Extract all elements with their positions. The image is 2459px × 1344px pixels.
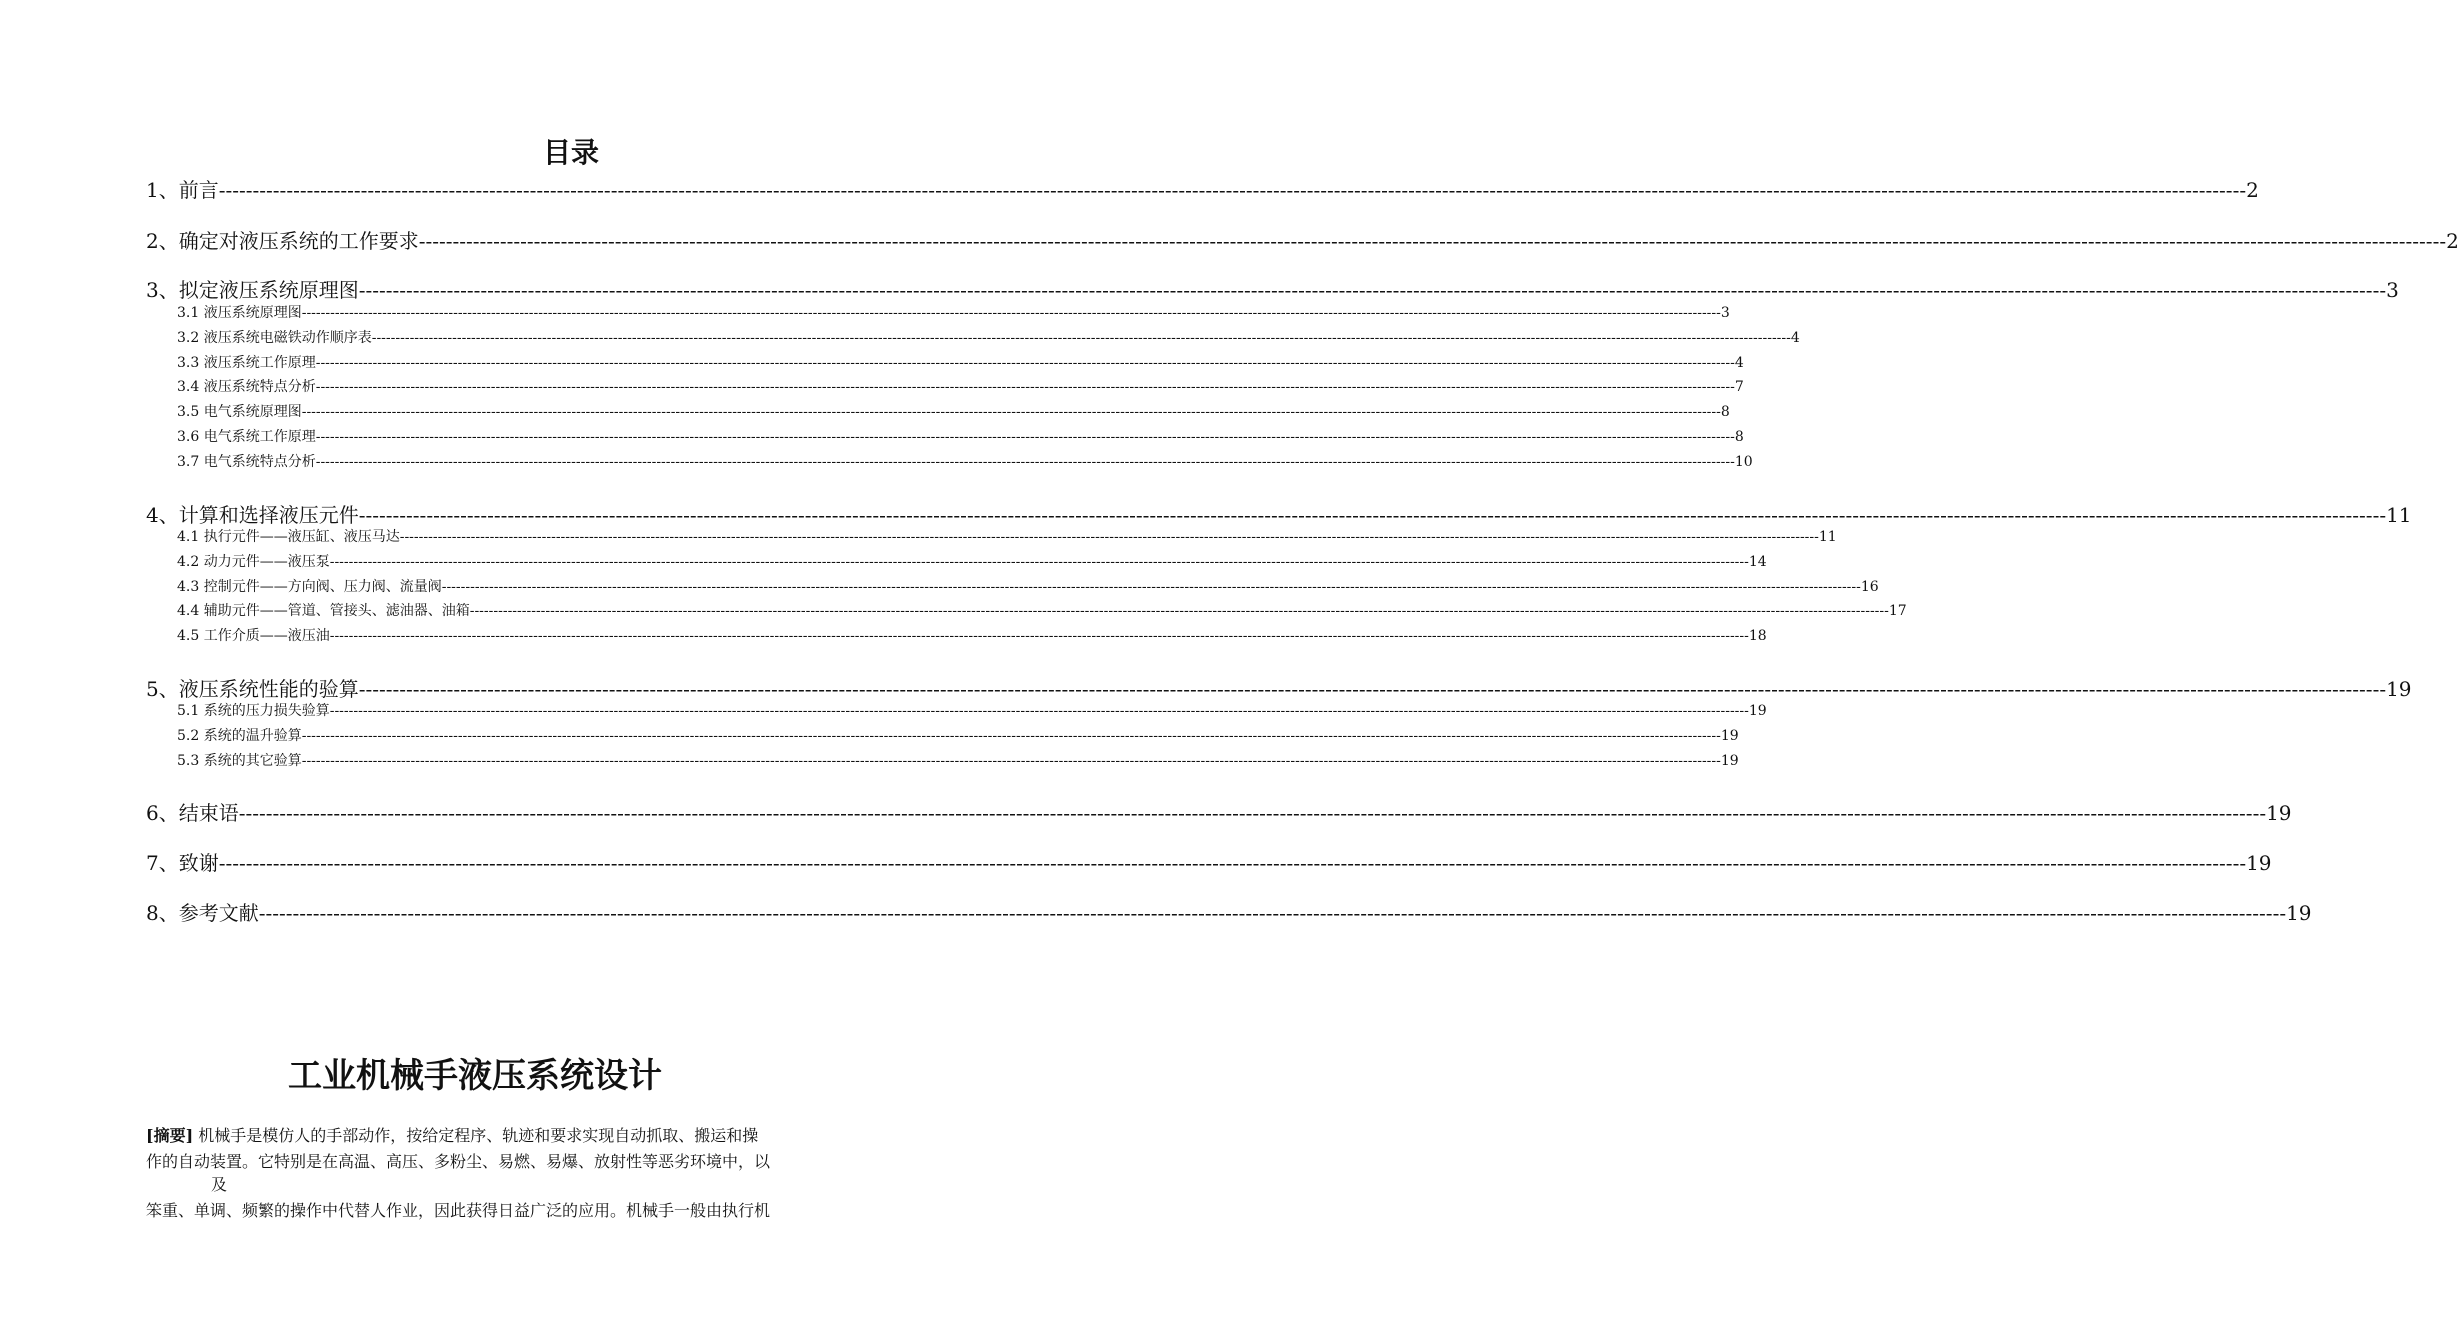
toc-entry-page: 4 <box>1790 330 1800 346</box>
dot-leader: ------------------------------------------------------------------------------------------------------------------------------------------------------------------------------------------------------------------------------------------------------------------------------------------------------------ <box>238 801 2267 825</box>
dot-leader: ------------------------------------------------------------------------------------------------------------------------------------------------------------------------------------------------------------------------------------------------------------------------------------------------------------ <box>329 703 1749 719</box>
toc-entry-label: 1、前言 <box>146 178 219 202</box>
dot-leader: ------------------------------------------------------------------------------------------------------------------------------------------------------------------------------------------------------------------------------------------------------------------------------------------------------------ <box>315 379 1735 395</box>
toc-entry-label: 4.3 控制元件——方向阀、压力阀、流量阀 <box>177 579 442 595</box>
toc-entry-label: 4、计算和选择液压元件 <box>146 503 359 527</box>
toc-sub-entry-3-5[interactable] <box>177 401 1730 421</box>
abstract-line-1 <box>146 1123 758 1146</box>
toc-sub-entry-3-7[interactable] <box>177 451 1753 471</box>
toc-sub-entry-4-3[interactable] <box>177 576 1879 596</box>
dot-leader: ------------------------------------------------------------------------------------------------------------------------------------------------------------------------------------------------------------------------------------------------------------------------------------------------------------ <box>301 753 1721 769</box>
toc-entry-label: 3.5 电气系统原理图 <box>177 404 302 420</box>
toc-entry-page: 7 <box>1734 379 1744 395</box>
toc-entry-label: 7、致谢 <box>146 851 219 875</box>
dot-leader: ------------------------------------------------------------------------------------------------------------------------------------------------------------------------------------------------------------------------------------------------------------------------------------------------------------ <box>315 454 1735 470</box>
toc-entry-label: 8、参考文献 <box>146 901 259 925</box>
toc-sub-entry-3-4[interactable] <box>177 376 1744 396</box>
toc-entry-page: 2 <box>2246 178 2259 202</box>
toc-entry-label: 5、液压系统性能的验算 <box>146 677 359 701</box>
dot-leader: ------------------------------------------------------------------------------------------------------------------------------------------------------------------------------------------------------------------------------------------------------------------------------------------------------------ <box>418 229 2447 253</box>
toc-entry-page: 19 <box>2246 851 2272 875</box>
toc-sub-entry-4-5[interactable] <box>177 625 1767 645</box>
toc-entry-5[interactable] <box>146 673 2412 701</box>
toc-entry-label: 4.2 动力元件——液压泵 <box>177 554 330 570</box>
dot-leader: ------------------------------------------------------------------------------------------------------------------------------------------------------------------------------------------------------------------------------------------------------------------------------------------------------------ <box>301 305 1721 321</box>
toc-entry-page: 18 <box>1748 628 1767 644</box>
toc-entry-label: 5.3 系统的其它验算 <box>177 753 302 769</box>
toc-entry-3[interactable] <box>146 274 2399 302</box>
toc-title: 目录 <box>542 136 599 169</box>
toc-entry-page: 2 <box>2446 229 2459 253</box>
toc-sub-entry-5-2[interactable] <box>177 725 1739 745</box>
toc-entry-page: 11 <box>2386 503 2412 527</box>
toc-entry-label: 4.5 工作介质——液压油 <box>177 628 330 644</box>
dot-leader: ------------------------------------------------------------------------------------------------------------------------------------------------------------------------------------------------------------------------------------------------------------------------------------------------------------ <box>218 851 2247 875</box>
toc-entry-page: 19 <box>1720 728 1739 744</box>
toc-sub-entry-3-2[interactable] <box>177 327 1800 347</box>
toc-entry-page: 19 <box>1748 703 1767 719</box>
toc-sub-entry-3-1[interactable] <box>177 302 1730 322</box>
toc-entry-page: 17 <box>1888 603 1907 619</box>
toc-entry-page: 3 <box>2386 278 2399 302</box>
toc-entry-page: 19 <box>1720 753 1739 769</box>
toc-entry-page: 16 <box>1860 579 1879 595</box>
toc-entry-label: 3、拟定液压系统原理图 <box>146 278 359 302</box>
toc-entry-label: 3.2 液压系统电磁铁动作顺序表 <box>177 330 372 346</box>
toc-entry-4[interactable] <box>146 499 2412 527</box>
toc-sub-entry-5-1[interactable] <box>177 700 1767 720</box>
toc-entry-label: 6、结束语 <box>146 801 239 825</box>
dot-leader: ------------------------------------------------------------------------------------------------------------------------------------------------------------------------------------------------------------------------------------------------------------------------------------------------------------ <box>358 503 2387 527</box>
dot-leader: ------------------------------------------------------------------------------------------------------------------------------------------------------------------------------------------------------------------------------------------------------------------------------------------------------------ <box>258 901 2287 925</box>
toc-entry-label: 3.4 液压系统特点分析 <box>177 379 316 395</box>
toc-entry-7[interactable] <box>146 847 2272 875</box>
toc-sub-entry-4-2[interactable] <box>177 551 1767 571</box>
toc-sub-entry-3-6[interactable] <box>177 426 1744 446</box>
dot-leader: ------------------------------------------------------------------------------------------------------------------------------------------------------------------------------------------------------------------------------------------------------------------------------------------------------------ <box>441 579 1861 595</box>
toc-sub-entry-5-3[interactable] <box>177 750 1739 770</box>
toc-entry-label: 4.1 执行元件——液压缸、液压马达 <box>177 529 400 545</box>
toc-entry-label: 3.3 液压系统工作原理 <box>177 355 316 371</box>
toc-entry-1[interactable] <box>146 174 2259 202</box>
abstract-text: 机械手是模仿人的手部动作，按给定程序、轨迹和要求实现自动抓取、搬运和操 <box>193 1126 759 1145</box>
dot-leader: ------------------------------------------------------------------------------------------------------------------------------------------------------------------------------------------------------------------------------------------------------------------------------------------------------------ <box>218 178 2247 202</box>
dot-leader: ------------------------------------------------------------------------------------------------------------------------------------------------------------------------------------------------------------------------------------------------------------------------------------------------------------ <box>371 330 1791 346</box>
toc-sub-entry-3-3[interactable] <box>177 352 1744 372</box>
abstract-tag: [摘要] <box>146 1126 194 1145</box>
toc-sub-entry-4-1[interactable] <box>177 526 1837 546</box>
toc-sub-entry-4-4[interactable] <box>177 600 1907 620</box>
abstract-line-4: 笨重、单调、频繁的操作中代替人作业，因此获得日益广泛的应用。机械手一般由执行机 <box>146 1201 771 1220</box>
dot-leader: ------------------------------------------------------------------------------------------------------------------------------------------------------------------------------------------------------------------------------------------------------------------------------------------------------------ <box>315 355 1735 371</box>
toc-entry-page: 8 <box>1734 429 1744 445</box>
toc-entry-label: 2、确定对液压系统的工作要求 <box>146 229 419 253</box>
toc-entry-page: 19 <box>2386 677 2412 701</box>
dot-leader: ------------------------------------------------------------------------------------------------------------------------------------------------------------------------------------------------------------------------------------------------------------------------------------------------------------ <box>358 677 2387 701</box>
toc-entry-page: 3 <box>1720 305 1730 321</box>
toc-entry-6[interactable] <box>146 797 2292 825</box>
toc-entry-page: 11 <box>1818 529 1837 545</box>
toc-entry-label: 3.7 电气系统特点分析 <box>177 454 316 470</box>
toc-entry-label: 3.6 电气系统工作原理 <box>177 429 316 445</box>
toc-entry-page: 8 <box>1720 404 1730 420</box>
toc-entry-page: 14 <box>1748 554 1767 570</box>
abstract-line-2: 作的自动装置。它特别是在高温、高压、多粉尘、易燃、易爆、放射性等恶劣环境中，以 <box>146 1152 771 1171</box>
dot-leader: ------------------------------------------------------------------------------------------------------------------------------------------------------------------------------------------------------------------------------------------------------------------------------------------------------------ <box>315 429 1735 445</box>
toc-entry-8[interactable] <box>146 897 2312 925</box>
dot-leader: ------------------------------------------------------------------------------------------------------------------------------------------------------------------------------------------------------------------------------------------------------------------------------------------------------------ <box>358 278 2387 302</box>
toc-entry-page: 19 <box>2266 801 2292 825</box>
document-title: 工业机械手液压系统设计 <box>288 1056 662 1096</box>
abstract-line-3: 及 <box>211 1175 228 1194</box>
toc-entry-label: 5.2 系统的温升验算 <box>177 728 302 744</box>
dot-leader: ------------------------------------------------------------------------------------------------------------------------------------------------------------------------------------------------------------------------------------------------------------------------------------------------------------ <box>399 529 1819 545</box>
toc-entry-page: 10 <box>1734 454 1753 470</box>
toc-entry-2[interactable] <box>146 225 2459 253</box>
dot-leader: ------------------------------------------------------------------------------------------------------------------------------------------------------------------------------------------------------------------------------------------------------------------------------------------------------------ <box>469 603 1889 619</box>
toc-entry-page: 4 <box>1734 355 1744 371</box>
toc-entry-label: 4.4 辅助元件——管道、管接头、滤油器、油箱 <box>177 603 470 619</box>
dot-leader: ------------------------------------------------------------------------------------------------------------------------------------------------------------------------------------------------------------------------------------------------------------------------------------------------------------ <box>301 404 1721 420</box>
toc-entry-page: 19 <box>2286 901 2312 925</box>
dot-leader: ------------------------------------------------------------------------------------------------------------------------------------------------------------------------------------------------------------------------------------------------------------------------------------------------------------ <box>329 628 1749 644</box>
dot-leader: ------------------------------------------------------------------------------------------------------------------------------------------------------------------------------------------------------------------------------------------------------------------------------------------------------------ <box>301 728 1721 744</box>
dot-leader: ------------------------------------------------------------------------------------------------------------------------------------------------------------------------------------------------------------------------------------------------------------------------------------------------------------ <box>329 554 1749 570</box>
toc-entry-label: 5.1 系统的压力损失验算 <box>177 703 330 719</box>
toc-entry-label: 3.1 液压系统原理图 <box>177 305 302 321</box>
